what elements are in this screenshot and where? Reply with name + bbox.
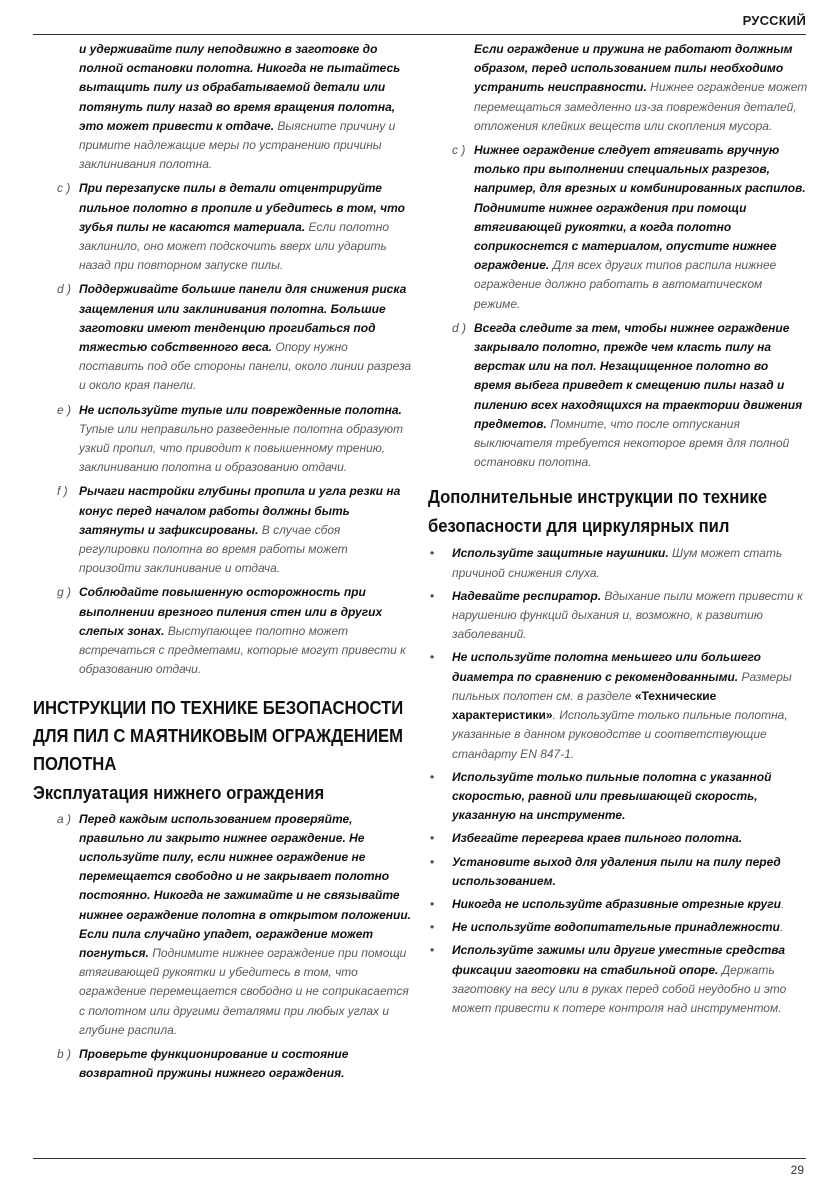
bullet-marker: • (430, 650, 435, 665)
item-bold-text: Не используйте водопитательные принадлежности (452, 920, 780, 935)
item-normal-text: Если полотно заклинило, оно может подскочить вверх или ударить назад при повторном запуске пилы. (79, 219, 389, 273)
item-marker: e ) (57, 402, 72, 417)
bullet-item (428, 895, 808, 914)
bullet-marker: • (430, 943, 435, 958)
section-heading: Дополнительные инструкции по технике безопасности для циркулярных пил (428, 486, 768, 537)
list-item-f (33, 482, 413, 578)
continued-item (33, 40, 413, 174)
right-column (428, 40, 808, 1022)
item-marker: d ) (57, 282, 72, 297)
list-item-c (33, 179, 413, 275)
item-marker: c ) (452, 143, 466, 158)
bullet-item (428, 941, 808, 1018)
page-number: 29 (790, 1163, 804, 1177)
bullet-item (428, 853, 808, 891)
bullet-marker: • (430, 854, 435, 869)
item-bold-text: Нижнее ограждение следует втягивать вручную только при выполнении специальных разрезов, например, для врезных и комбинированных распилов. Поднимите нижнее ограждения при помощи втягивающей рукоятки, а когда полотно соприкоснется с материалом, опустите нижнее ограждение. (474, 143, 806, 273)
item-bold-text: Если ограждение и пружина не работают должным образом, перед использованием пилы необходимо устранить неисправности. (474, 42, 793, 95)
item-bold-text: Используйте защитные наушники. (452, 546, 669, 561)
bullet-item (428, 587, 808, 645)
left-column (33, 40, 413, 1088)
item-normal-text: Выясните причину и примите надлежащие меры по устранению причины заклинивания полотна. (79, 118, 396, 172)
bullet-item (428, 544, 808, 582)
bullet-item (428, 829, 808, 848)
item-marker: a ) (57, 811, 72, 826)
section-heading: ИНСТРУКЦИИ ПО ТЕХНИКЕ БЕЗОПАСНОСТИ ДЛЯ ПИЛ С МАЯТНИКОВЫМ ОГРАЖДЕНИЕМ ПОЛОТНА (33, 696, 404, 774)
item-marker: d ) (452, 320, 467, 335)
section-reference: «Технические характеристики» (452, 688, 717, 723)
item-normal-text: Вдыхание пыли может привести к нарушению функций дыхания и, возможно, к развитию заболеваний. (452, 588, 803, 642)
item-bold-text: Не используйте полотна меньшего или большего диаметра по сравнению с рекомендованными. (452, 650, 761, 684)
bullet-marker: • (430, 896, 435, 911)
list-item-c (428, 141, 808, 314)
continued-item (428, 40, 808, 136)
item-bold-text: Проверьте функционирование и состояние возвратной пружины нижнего ограждения. (79, 1046, 349, 1081)
guard-item-b (33, 1045, 413, 1083)
guard-item-a (33, 810, 413, 1040)
item-bold-text: Не используйте тупые или поврежденные полотна. (79, 402, 402, 417)
item-bold-text: Соблюдайте повышенную осторожность при выполнении врезного пиления стен или в других слепых зонах. (79, 585, 383, 638)
item-bold-text: Всегда следите за тем, чтобы нижнее ограждение закрывало полотно, прежде чем класть пилу на верстак или на пол. Незащищенное полотно во время выбега приведет к смещению пилы назад и пилению всех находящихся на траектории движения предметов. (474, 320, 803, 431)
item-normal-text: Опору нужно поставить под обе стороны панели, около линии разреза и около края панели. (79, 340, 412, 393)
item-bold-text: Используйте только пильные полотна с указанной скоростью, равной или превышающей скорость, указанную на инструменте. (452, 769, 772, 823)
item-marker: c ) (57, 181, 71, 196)
item-bold-text: и удерживайте пилу неподвижно в заготовке до полной остановки полотна. Никогда не пытайтесь вытащить пилу из обрабатываемой детали или потянуть пилу назад во время вращения полотна, это может привести к отдаче. (79, 42, 401, 133)
item-bold-text: Установите выход для удаления пыли на пилу перед использованием. (452, 854, 781, 888)
list-item-e (33, 401, 413, 478)
item-bold-text: Рычаги настройки глубины пропила и угла резки на конус перед началом работы должны быть затянуты и зафиксированы. (79, 484, 401, 537)
list-item-d (428, 319, 808, 473)
item-bold-text: Избегайте перегрева краев пильного полотна. (452, 831, 743, 846)
item-normal-text: Шум может стать причиной снижения слуха. (452, 546, 783, 580)
item-bold-text: Надевайте респиратор. (452, 588, 602, 603)
item-normal-text: Нижнее ограждение может перемещаться замедленно из-за повреждения деталей, отложения клейких веществ или скопления мусора. (474, 80, 808, 133)
item-bold-text: Поддерживайте большие панели для снижения риска защемления или заклинивания полотна. Большие заготовки имеют тенденцию прогибаться под тяжестью собственного веса. (79, 282, 407, 355)
item-normal-text: Держать заготовку на весу или в руках перед собой неудобно и это может привести к потере контроля над инструментом. (452, 962, 787, 1015)
list-item-d (33, 280, 413, 395)
item-normal-text: Размеры пильных полотен см. в разделе (452, 669, 792, 703)
bullet-marker: • (430, 920, 435, 935)
header-rule (33, 34, 806, 35)
bullet-marker: • (430, 831, 435, 846)
item-marker: b ) (57, 1046, 72, 1061)
bullet-marker: • (430, 769, 435, 784)
subsection-heading: Эксплуатация нижнего ограждения (33, 781, 325, 803)
item-marker: f ) (57, 484, 68, 499)
bullet-item (428, 648, 808, 763)
item-normal-text: . (780, 896, 785, 911)
item-normal-text: . Используйте только пильные полотна, указанные в данном руководстве и соответствующие стандарту EN 847-1. (452, 708, 788, 761)
item-normal-text: В случае сбоя регулировки полотна во время работы может произойти заклинивание и отдача. (79, 522, 348, 576)
footer-rule (33, 1158, 806, 1159)
language-label: РУССКИЙ (742, 13, 806, 28)
item-bold-text: При перезапуске пилы в детали отцентрируйте пильное полотно в пропиле и убедитесь в том, что зубья пилы не касаются материала. (79, 181, 406, 234)
list-item-g (33, 583, 413, 679)
bullet-marker: • (430, 588, 435, 603)
item-normal-text: . (779, 920, 784, 935)
bullet-item (428, 918, 808, 937)
item-normal-text: Выступающее полотно может встречаться с предметами, которые могут привести к образованию отдачи. (79, 623, 406, 677)
item-bold-text: Никогда не используйте абразивные отрезные круги (452, 896, 781, 911)
item-normal-text: Тупые или неправильно разведенные полотна образуют узкий пропил, что приводит к повышенному трению, заклиниванию полотна и образованию отдачи. (79, 421, 403, 475)
item-normal-text: Для всех других типов распила нижнее ограждение должно работать в автоматическом режиме. (474, 258, 777, 311)
bullet-item (428, 768, 808, 826)
bullet-marker: • (430, 546, 435, 561)
item-bold-text: Используйте зажимы или другие уместные средства фиксации заготовки на стабильной опоре. (452, 943, 786, 977)
item-normal-text: Поднимите нижнее ограждение при помощи втягивающей рукоятки и убедитесь в том, что ограждение перемещается свободно и не соприкасается с полотном или другими деталями при любых углах и глубине распила. (79, 945, 409, 1037)
item-marker: g ) (57, 585, 72, 600)
item-normal-text: Помните, что после отпускания выключателя требуется некоторое время для полной остановки полотна. (474, 416, 790, 470)
item-bold-text: Перед каждым использованием проверяйте, правильно ли закрыто нижнее ограждение. Не используйте пилу, если нижнее ограждение не перемещается свободно и не закрывает полотно постоянно. Никогда не зажимайте и не связывайте нижнее ограждение полотна в открытом положении. Если пила случайно упадет, ограждение может погнуться. (79, 811, 412, 960)
